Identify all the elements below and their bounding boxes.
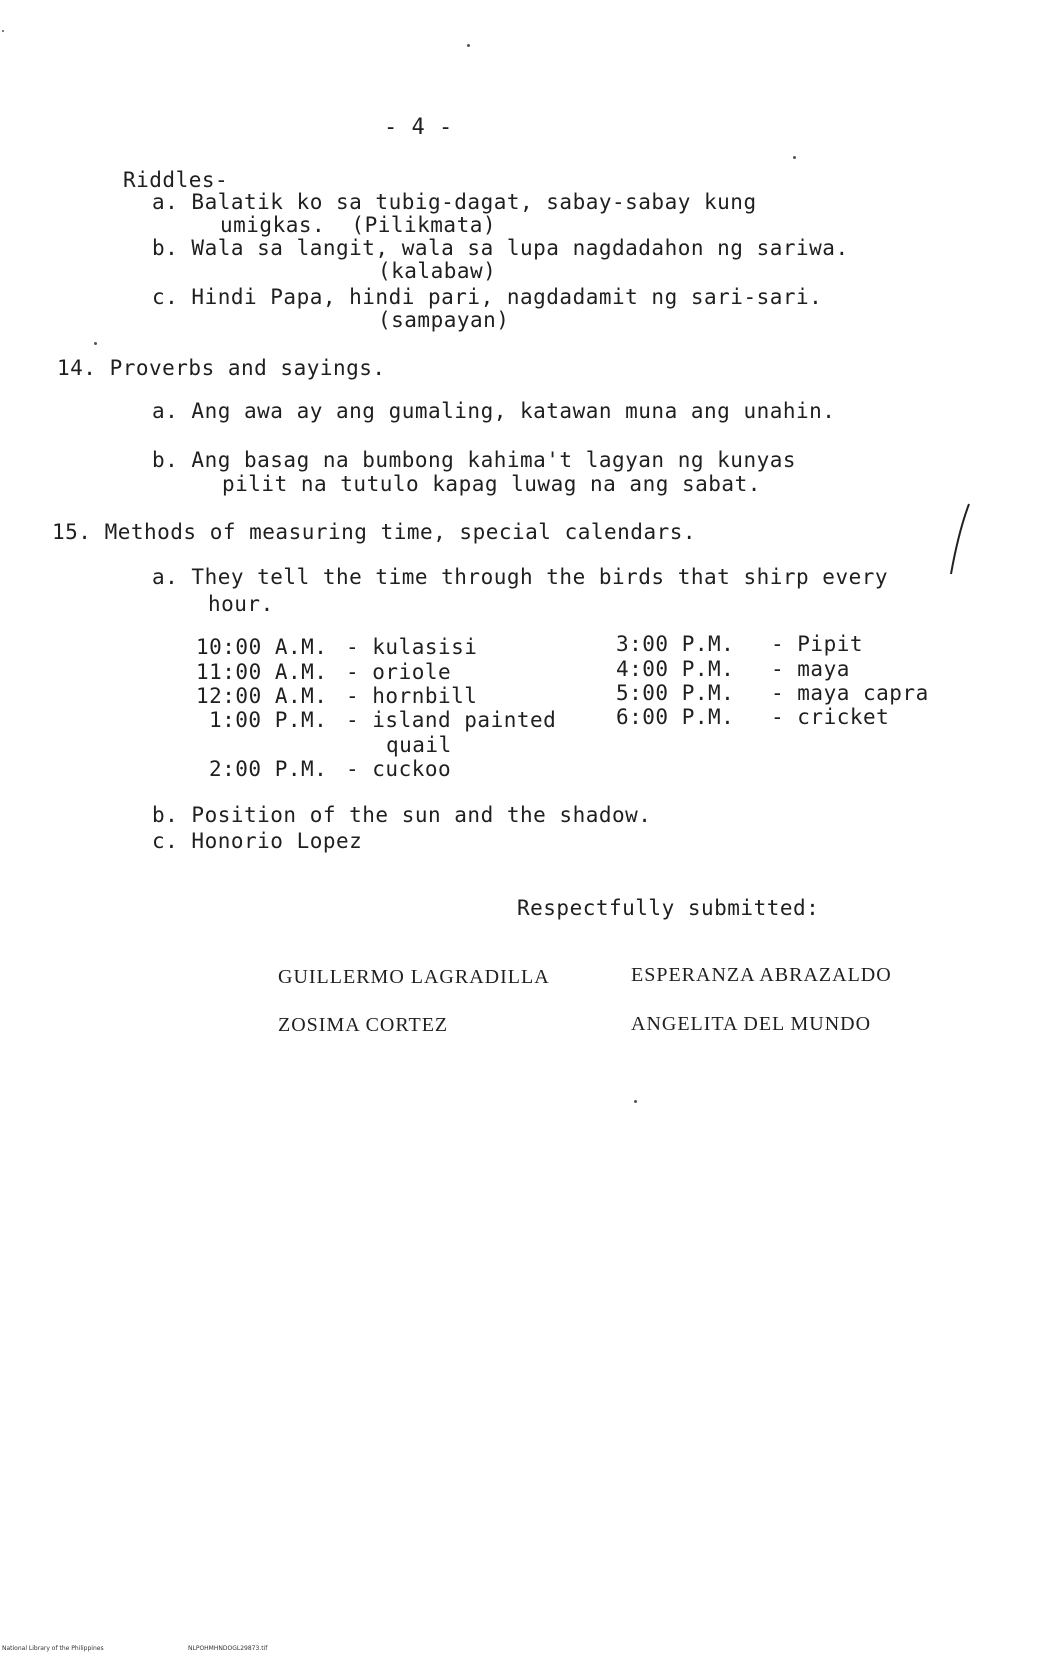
riddle-c-line1: c. Hindi Papa, hindi pari, nagdadamit ng sari-sari. <box>152 285 823 309</box>
time-item-c: c. Honorio Lopez <box>152 829 363 853</box>
scan-speck <box>94 342 97 345</box>
bird-name-100-cont: quail <box>386 733 452 757</box>
bird-name-100: - island painted <box>346 708 557 732</box>
footer-filename: NLPOHMHNDOGL29873.tif <box>188 1645 268 1652</box>
closing-line: Respectfully submitted: <box>517 896 820 920</box>
riddles-heading: Riddles- <box>123 168 229 192</box>
page-number: - 4 - <box>384 115 453 140</box>
signatory-3: ZOSIMA CORTEZ <box>278 1014 449 1036</box>
scan-speck <box>467 44 470 47</box>
riddle-a-line2: umigkas. (Pilikmata) <box>220 213 497 237</box>
proverb-b-line2: pilit na tutulo kapag luwag na ang sabat. <box>222 472 761 496</box>
bird-time-1100: 11:00 A.M. <box>196 660 328 684</box>
scan-speck <box>2 30 4 32</box>
bird-name-400: - maya <box>771 657 850 681</box>
time-item-a-line1: a. They tell the time through the birds that shirp every <box>152 565 889 589</box>
bird-name-600: - cricket <box>771 705 890 729</box>
scan-speck <box>634 1100 637 1103</box>
section-14-heading: 14. Proverbs and sayings. <box>57 356 386 380</box>
bird-name-1100: - oriole <box>346 660 452 684</box>
proverb-a: a. Ang awa ay ang gumaling, katawan muna ang unahin. <box>152 399 836 423</box>
signatory-1: GUILLERMO LAGRADILLA <box>278 966 550 988</box>
time-item-b: b. Position of the sun and the shadow. <box>152 803 652 827</box>
riddle-a-line1: a. Balatik ko sa tubig-dagat, sabay-sabay kung <box>152 190 757 214</box>
bird-time-200: 2:00 P.M. <box>209 757 328 781</box>
bird-name-200: - cuckoo <box>346 757 452 781</box>
bird-time-600: 6:00 P.M. <box>616 705 735 729</box>
riddle-b-line2: (kalabaw) <box>378 259 497 283</box>
signatory-2: ESPERANZA ABRAZALDO <box>631 964 892 986</box>
bird-name-1000: - kulasisi <box>346 635 478 659</box>
riddle-c-line2: (sampayan) <box>378 308 510 332</box>
bird-time-300: 3:00 P.M. <box>616 632 735 656</box>
time-item-a-line2: hour. <box>208 592 274 616</box>
bird-name-1200: - hornbill <box>346 684 478 708</box>
footer-library: National Library of the Philippines <box>2 1645 104 1652</box>
margin-pencil-mark <box>945 500 975 580</box>
riddle-b-line1: b. Wala sa langit, wala sa lupa nagdadahon ng sariwa. <box>152 236 849 260</box>
bird-time-400: 4:00 P.M. <box>616 657 735 681</box>
scan-speck <box>793 156 796 159</box>
proverb-b-line1: b. Ang basag na bumbong kahima't lagyan ng kunyas <box>152 448 797 472</box>
section-15-heading: 15. Methods of measuring time, special calendars. <box>52 520 697 544</box>
bird-time-500: 5:00 P.M. <box>616 681 735 705</box>
bird-time-1000: 10:00 A.M. <box>196 635 328 659</box>
signatory-4: ANGELITA DEL MUNDO <box>631 1013 872 1035</box>
bird-name-500: - maya capra <box>771 681 929 705</box>
bird-time-100: 1:00 P.M. <box>209 708 328 732</box>
bird-name-300: - Pipit <box>771 632 864 656</box>
bird-time-1200: 12:00 A.M. <box>196 684 328 708</box>
